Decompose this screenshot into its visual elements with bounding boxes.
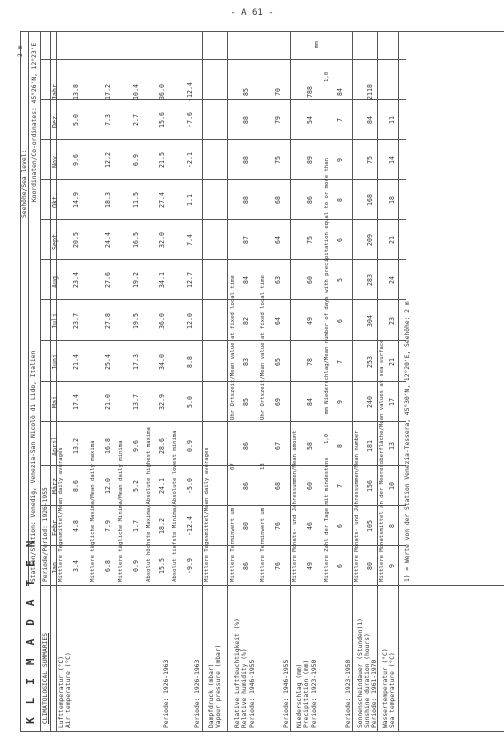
abs-min-cell: 8.8 (186, 356, 194, 368)
sunshine-cell: 283 (366, 274, 374, 286)
temp-period-b: Periode: 1926-1963 (194, 659, 201, 728)
abs-max-cell: 27.4 (158, 192, 166, 208)
sunshine-cell: 181 (366, 440, 374, 452)
sunshine-label-en: Sunshine duration (hours) (364, 633, 371, 728)
precip-label-de: Niederschlag (mm) (296, 663, 303, 728)
precip-days-cell: 9 (336, 158, 344, 162)
vapour-label-de: Dampfdruck (mbar) (208, 663, 215, 728)
precip-days-cell: 7 (336, 360, 344, 364)
avg-daily-cell: 13.2 (72, 438, 80, 454)
vapour-label-en: Vapour pressure (mbar) (215, 644, 222, 728)
humidity-07-cell: 85 (242, 88, 250, 96)
avg-daily-cell: 21.4 (72, 354, 80, 370)
abs-max-label: Absolut höchste Maxima/Absolute highest maxima (146, 427, 152, 582)
precip-amount-cell: 75 (306, 236, 314, 244)
avg-daily-cell: 3.4 (72, 560, 80, 572)
sea-temp-cell: 17 (388, 398, 396, 406)
precip-days-cell: 5 (336, 278, 344, 282)
month-header-11: Dez. (51, 112, 59, 128)
humidity-07-cell: 86 (242, 562, 250, 570)
avg-daily-cell: 20.5 (72, 232, 80, 248)
temp-period-a: Periode: 1926-1963 (163, 659, 170, 728)
sea-temp-cell: 13 (388, 442, 396, 450)
sea-label: Mittlere Monatsmittel an der Meeresoberfläche/Mean values at sea surface (379, 339, 385, 582)
sea-temp-cell: 8 (388, 524, 396, 528)
month-header-2: März (51, 478, 59, 494)
precip-amount-cell: 49 (306, 317, 314, 325)
humidity-label-de: Relative Luftfeuchtigkeit (%) (234, 618, 241, 728)
abs-min-cell: -5.0 (186, 478, 194, 494)
humidity-13-cell: 68 (274, 196, 282, 204)
sea-level-label: Seehöhe/Sea level: (21, 149, 28, 218)
hum-t2-time: 13 (260, 463, 266, 470)
precip-amount-cell: 788 (306, 86, 314, 98)
vapour-avg-label: Mittlere Tagesmittel/Mean daily averages (204, 447, 210, 582)
sea-temp-label-de: Wassertemperatur (°C) (382, 648, 389, 728)
avg-max-cell: 12.2 (104, 152, 112, 168)
precip-label-en: Precipitation (mm) (303, 659, 310, 728)
abs-min-cell: -12.4 (186, 82, 194, 102)
climate-table (17, 32, 504, 732)
abs-min-cell: 1.1 (186, 194, 194, 206)
precip-amount-cell: 58 (306, 442, 314, 450)
precip-days-cell: 8 (336, 198, 344, 202)
precip-label: Mittlere Monats- und Jahressummen/Mean amount (292, 430, 298, 582)
abs-max-cell: 15.5 (158, 558, 166, 574)
avg-max-cell: 7.3 (104, 114, 112, 126)
sea-temp-cell: 9 (388, 564, 396, 568)
avg-min-cell: 5.2 (132, 480, 140, 492)
avg-max-cell: 27.8 (104, 313, 112, 329)
precip-days-unit: mm (314, 41, 320, 48)
avg-max-cell: 27.6 (104, 272, 112, 288)
month-header-10: Nov. (51, 152, 59, 168)
sunshine-label: Mittlere Monats- und Jahressummen/Mean number (354, 430, 360, 582)
climate-title: K L I M A D A T E N (24, 537, 37, 724)
sunshine-cell: 156 (366, 480, 374, 492)
station-name: Station/Station: Venedig, Venezia-San Nicolò di Lido, Italien (30, 350, 37, 582)
abs-min-cell: 0.9 (186, 440, 194, 452)
humidity-07-cell: 88 (242, 156, 250, 164)
humidity-label-en: Relative humidity (%) (241, 648, 248, 728)
precip-amount-cell: 46 (306, 522, 314, 530)
humidity-13-cell: 65 (274, 358, 282, 366)
precip-days-cell: 84 (336, 88, 344, 96)
avg-max-cell: 12.0 (104, 478, 112, 494)
precip-days-cell: 9 (336, 400, 344, 404)
avg-min-label: Mittlere tägliche Minima/Mean daily minima (118, 440, 124, 582)
station-period: Periode/Period: 1926-1955 (42, 487, 49, 582)
precip-amount-cell: 84 (306, 398, 314, 406)
avg-daily-cell: 14.9 (72, 192, 80, 208)
precip-amount-cell: 89 (306, 156, 314, 164)
precip-amount-cell: 78 (306, 358, 314, 366)
abs-max-cell: 34.1 (158, 272, 166, 288)
avg-daily-cell: 5.0 (72, 114, 80, 126)
precip-amount-cell: 49 (306, 562, 314, 570)
abs-max-cell: 32.0 (158, 232, 166, 248)
month-header-9: Okt. (51, 192, 59, 208)
humidity-07-cell: 88 (242, 196, 250, 204)
sunshine-cell: 240 (366, 396, 374, 408)
humidity-07-cell: 83 (242, 358, 250, 366)
month-header-8: Sept. (51, 230, 59, 250)
month-header-3: April (51, 436, 59, 456)
avg-daily-cell: 4.8 (72, 520, 80, 532)
sunshine-cell: 168 (366, 194, 374, 206)
humidity-period-2: Periode: 1946-1955 (283, 659, 290, 728)
avg-max-label: Mittlere tägliche Maxima/Mean daily maxima (90, 440, 96, 582)
avg-daily-cell: 23.7 (72, 313, 80, 329)
humidity-13-cell: 75 (274, 156, 282, 164)
abs-min-cell: 7.4 (186, 234, 194, 246)
sunshine-cell: 2118 (366, 84, 374, 100)
month-header-4: Mai (51, 396, 59, 408)
humidity-07-cell: 80 (242, 522, 250, 530)
abs-min-cell: -12.4 (186, 516, 194, 536)
sunshine-cell: 105 (366, 520, 374, 532)
precip-amount-cell: 60 (306, 482, 314, 490)
sunshine-cell: 253 (366, 356, 374, 368)
humidity-13-cell: 64 (274, 236, 282, 244)
precip-days-cell: 8 (336, 444, 344, 448)
precip-days-cell: 6 (336, 564, 344, 568)
precip-days-cell: 7 (336, 484, 344, 488)
precip-days-cell: 6 (336, 319, 344, 323)
precip-amount-cell: 60 (306, 276, 314, 284)
precip-days-cell: 6 (336, 524, 344, 528)
avg-max-cell: 21.0 (104, 394, 112, 410)
avg-max-cell: 17.2 (104, 84, 112, 100)
climate-subtitle: CLIMATOLOGICAL SUMMARIES (42, 633, 49, 724)
avg-min-cell: 13.7 (132, 394, 140, 410)
hum-t2-label: Mittlere Terminwert um (260, 507, 266, 582)
avg-daily-cell: 9.6 (72, 154, 80, 166)
humidity-07-cell: 88 (242, 116, 250, 124)
sunshine-period: Periode: 1961-1970 (371, 659, 378, 728)
humidity-07-cell: 85 (242, 398, 250, 406)
avg-min-cell: 2.7 (132, 114, 140, 126)
hum-t1-label2: Uhr Ortszeit/Mean value at fixed local time (230, 275, 236, 420)
precip-days-thr: 1,0 (324, 433, 330, 444)
avg-min-cell: 16.5 (132, 232, 140, 248)
coordinates: Koordinaten/Co-ordinates: 45°26'N, 12°23'E (31, 42, 38, 202)
abs-max-cell: 15.6 (158, 112, 166, 128)
humidity-period: Periode: 1946-1955 (249, 659, 256, 728)
avg-min-cell: 19.2 (132, 272, 140, 288)
avg-daily-cell: 23.4 (72, 272, 80, 288)
page-number: - A 61 - (230, 8, 274, 18)
humidity-13-cell: 68 (274, 482, 282, 490)
abs-min-cell: -2.1 (186, 152, 194, 168)
sea-temp-label-en: Sea temperature (°C) (389, 652, 396, 728)
sunshine-cell: 84 (366, 116, 374, 124)
avg-max-cell: 24.4 (104, 232, 112, 248)
avg-min-cell: 9.6 (132, 440, 140, 452)
sea-temp-cell: 10 (388, 482, 396, 490)
sunshine-cell: 209 (366, 234, 374, 246)
humidity-07-cell: 86 (242, 482, 250, 490)
avg-min-cell: 11.5 (132, 192, 140, 208)
month-header-0: Jan. (51, 558, 59, 574)
sea-temp-cell: 23 (388, 317, 396, 325)
abs-max-cell: 18.2 (158, 518, 166, 534)
avg-min-cell: 1.7 (132, 520, 140, 532)
avg-max-cell: 25.4 (104, 354, 112, 370)
sea-temp-cell: 21 (388, 236, 396, 244)
abs-min-cell: 5.0 (186, 396, 194, 408)
sea-level-value: 2 m (17, 45, 24, 57)
sea-temp-cell: 21 (388, 358, 396, 366)
avg-daily-cell: 17.4 (72, 394, 80, 410)
avg-min-cell: 10.4 (132, 84, 140, 100)
month-header-1: Febr. (51, 516, 59, 536)
avg-min-cell: 17.3 (132, 354, 140, 370)
precip-days-cell: 6 (336, 238, 344, 242)
avg-max-cell: 18.3 (104, 192, 112, 208)
abs-min-cell: -7.6 (186, 112, 194, 128)
humidity-07-cell: 84 (242, 276, 250, 284)
humidity-07-cell: 87 (242, 236, 250, 244)
humidity-07-cell: 82 (242, 317, 250, 325)
sea-temp-cell: 11 (388, 116, 396, 124)
abs-max-cell: 28.6 (158, 438, 166, 454)
humidity-13-cell: 64 (274, 317, 282, 325)
sunshine-cell: 80 (366, 562, 374, 570)
precip-period-2: Periode: 1923-1950 (345, 659, 352, 728)
sea-temp-cell: 14 (388, 156, 396, 164)
precip-amount-cell: 54 (306, 116, 314, 124)
avg-min-cell: 19.5 (132, 313, 140, 329)
sea-temp-cell: 24 (388, 276, 396, 284)
humidity-13-cell: 70 (274, 88, 282, 96)
humidity-13-cell: 63 (274, 276, 282, 284)
abs-min-cell: -9.9 (186, 558, 194, 574)
footnote: 1) = Werte von der Station Venezia-Tessera, 45°30'N, 12°20'E, Seehöhe: 2 m (404, 301, 411, 582)
avg-min-cell: 6.9 (132, 154, 140, 166)
hum-t1-label: Mittlere Terminwert um (230, 507, 236, 582)
humidity-13-cell: 79 (274, 116, 282, 124)
precip-days-cell: 7 (336, 118, 344, 122)
temp-label-de: Lufttemperatur (°C) (58, 655, 65, 728)
abs-max-cell: 32.9 (158, 394, 166, 410)
precip-period: Periode: 1923-1950 (311, 659, 318, 728)
hum-t2-label2: Uhr Ortszeit/Mean value at fixed local time (260, 275, 266, 420)
abs-min-cell: 12.0 (186, 313, 194, 329)
humidity-13-cell: 69 (274, 398, 282, 406)
month-header-6: Juli (51, 313, 59, 329)
temp-label-en: Air temperature (°C) (65, 652, 72, 728)
abs-max-cell: 21.5 (158, 152, 166, 168)
precip-days-thr2: 1,0 (324, 71, 330, 82)
avg-daily-label: Mittlere Tagesmittel/Mean daily averages (58, 447, 64, 582)
month-header-12: Jahr (51, 84, 59, 100)
humidity-13-cell: 76 (274, 562, 282, 570)
avg-max-cell: 6.8 (104, 560, 112, 572)
abs-max-cell: 24.1 (158, 478, 166, 494)
abs-min-label: Absolut tiefste Minima/Absolute lowest minima (172, 430, 178, 582)
avg-daily-cell: 8.6 (72, 480, 80, 492)
avg-max-cell: 7.9 (104, 520, 112, 532)
abs-max-cell: 36.0 (158, 313, 166, 329)
sea-temp-cell: 18 (388, 196, 396, 204)
sunshine-label-de: Sonnenscheindauer (Stunden)1) (357, 618, 364, 728)
precip-days-label: Mittlere Zahl der Tage mit mindestens (324, 457, 330, 582)
hum-t1-time: 07 (230, 463, 236, 470)
abs-min-cell: 12.7 (186, 272, 194, 288)
avg-daily-cell: 13.8 (72, 84, 80, 100)
sunshine-cell: 304 (366, 315, 374, 327)
precip-days-label2: mm Niederschlag/Mean number of days with precipitation equal to or more than (324, 158, 330, 414)
humidity-13-cell: 76 (274, 522, 282, 530)
abs-max-cell: 34.0 (158, 354, 166, 370)
avg-min-cell: 0.9 (132, 560, 140, 572)
month-header-5: Juni (51, 354, 59, 370)
humidity-13-cell: 67 (274, 442, 282, 450)
sunshine-cell: 75 (366, 156, 374, 164)
month-header-7: Aug. (51, 272, 59, 288)
avg-max-cell: 16.8 (104, 438, 112, 454)
precip-amount-cell: 86 (306, 196, 314, 204)
abs-max-cell: 36.0 (158, 84, 166, 100)
humidity-07-cell: 86 (242, 442, 250, 450)
